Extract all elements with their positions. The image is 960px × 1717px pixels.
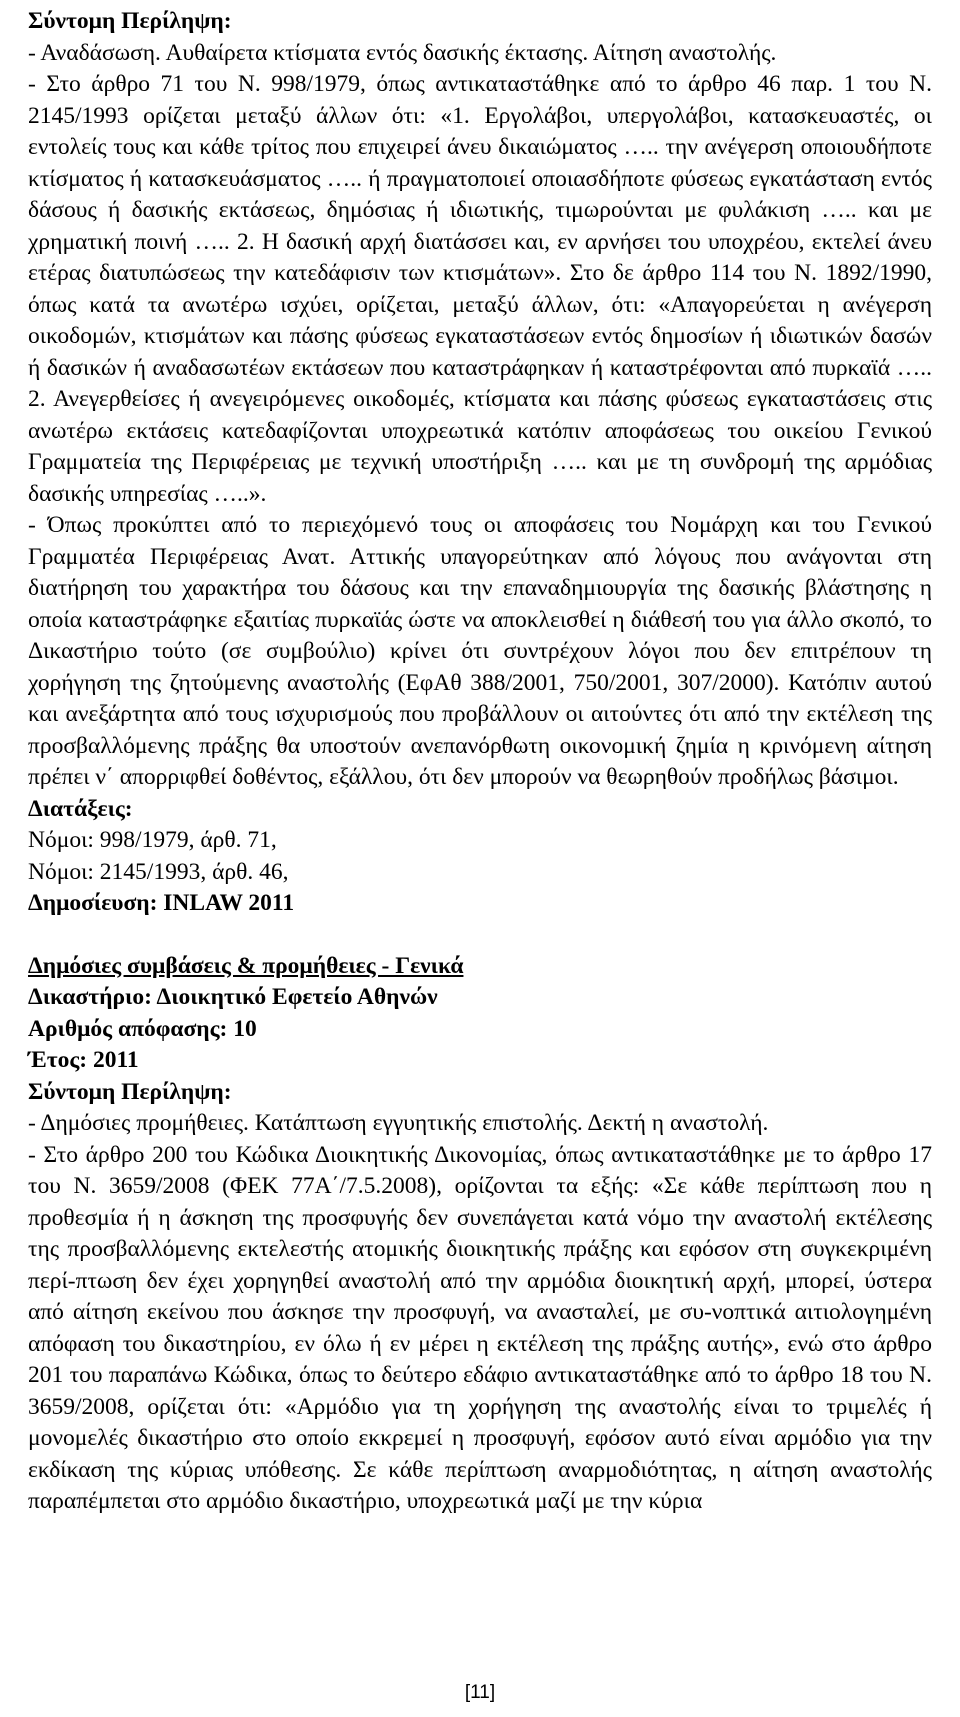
category-heading: Δημόσιες συμβάσεις & προμήθειες - Γενικά [28,952,464,979]
publication-line: Δημοσίευση: INLAW 2011 [28,890,295,916]
section-spacer [28,920,932,951]
decision-number: Αριθμός απόφασης: 10 [28,1015,257,1042]
summary-heading: Σύντομη Περίληψη: [28,8,232,34]
provision-item: Νόμοι: 998/1979, άρθ. 71, [28,827,277,853]
summary-heading: Σύντομη Περίληψη: [28,1078,232,1105]
summary-paragraph: - Στο άρθρο 200 του Κώδικα Διοικητικής Δικονομίας, όπως αντικαταστάθηκε με το άρθρο 17 του Ν. 3659/2008 (ΦΕΚ 77Α΄/7.5.2008), ορίζονται τα εξής: «Σε κάθε περίπτωση που η προθεσμία ή η άσκηση της προσφυγής δεν συνεπάγεται κατά νόμο την αναστολή εκτέλεσης της προσβαλλόμενης εκτελεστής ατομικής διοικητικής πράξης και εφόσον στη συγκεκριμένη περί-πτωση δεν έχει χορηγηθεί αναστολή από την αρμόδια διοικητική αρχή, μπορεί, ύστερα από αίτηση εκείνου που άσκησε την προσφυγή, να ανασταλεί, με συ-νοπτικά αιτιολογημένη απόφαση του δικαστηρίου, εν όλω ή εν μέρει η εκτέλεση της πράξης αυτής», ενώ στο άρθρο 201 του παραπάνω Κώδικα, όπως το δεύτερο εδάφιο αντικαταστάθηκε από το άρθρο 18 του Ν. 3659/2008, ορίζεται ότι: «Αρμόδιο για τη χορήγηση της αναστολής είναι το τριμελές ή μονομελές δικαστήριο στο οποίο εκκρεμεί η προσφυγή, εφόσον αυτό είναι αρμόδιο για την εκδίκαση της κύριας υπόθεσης. Σε κάθε περίπτωση αναρμοδιότητας, η αίτηση αναστολής παραπέμπεται στο αρμόδιο δικαστήριο, υποχρεωτικά μαζί με την κύρια [28,1141,932,1514]
summary-line: - Αναδάσωση. Αυθαίρετα κτίσματα εντός δασικής έκτασης. Αίτηση αναστολής. [28,39,777,66]
summary-paragraph: - Όπως προκύπτει από το περιεχόμενό τους οι αποφάσεις του Νομάρχη και του Γενικού Γραμματέα Περιφέρειας Ανατ. Αττικής υπαγορεύτηκαν από λόγους που ανάγονται στη διατήρηση του χαρακτήρα του δάσους και την επαναδημιουργία της δασικής βλάστησης η οποία καταστράφηκε εξαιτίας πυρκαϊάς ώστε να αποκλεισθεί η διάθεσή του για άλλο σκοπό, το Δικαστήριο τούτο (σε συμβούλιο) κρίνει ότι συντρέχουν λόγοι που δεν επιτρέπουν τη χορήγηση της ζητούμενης αναστολής (ΕφΑθ 388/2001, 750/2001, 307/2000). Κατόπιν αυτού και ανεξάρτητα από τους ισχυρισμούς που προβάλλουν οι αιτούντες ότι από την εκτέλεση της προσβαλλόμενης πράξης θα υποστούν ανεπανόρθωτη οικονομική ζημία η κρινόμενη αίτηση πρέπει ν΄ απορριφθεί δοθέντος, εξάλλου, ότι δεν μπορούν να θεωρηθούν προδήλως βάσιμοι. [28,512,932,790]
page-number: [11] [464,1682,496,1703]
provisions-heading: Διατάξεις: [28,795,133,822]
decision-year: Έτος: 2011 [28,1047,139,1073]
court-line: Δικαστήριο: Διοικητικό Εφετείο Αθηνών [28,984,438,1010]
document-page [28,6,932,1518]
provision-item: Νόμοι: 2145/1993, άρθ. 46, [28,858,289,885]
summary-line: - Δημόσιες προμήθειες. Κατάπτωση εγγυητικής επιστολής. Δεκτή η αναστολή. [28,1110,769,1136]
summary-paragraph: - Στο άρθρο 71 του Ν. 998/1979, όπως αντικαταστάθηκε από το άρθρο 46 παρ. 1 του Ν. 2145/1993 ορίζεται μεταξύ άλλων ότι: «1. Εργολάβοι, υπεργολάβοι, κατασκευαστές, οι εντολείς τους και κάθε τρίτος που επιχειρεί άνευ δικαιώματος ….. την ανέγερση οποιουδήποτε κτίσματος ή κατασκευάσματος ….. ή πραγματοποιεί οποιασδήποτε φύσεως εγκατάσταση εντός δάσους ή δασικής εκτάσεως, δημόσιας ή ιδιωτικής, τιμωρούνται με φυλάκιση ….. και με χρηματική ποινή ….. 2. Η δασική αρχή διατάσσει και, εν αρνήσει του υποχρέου, εκτελεί άνευ ετέρας διατυπώσεως την κατεδάφισιν των κτισμάτων». Στο δε άρθρο 114 του Ν. 1892/1990, όπως κατά τα ανωτέρω ισχύει, ορίζεται, μεταξύ άλλων, ότι: «Απαγορεύεται η ανέγερση οικοδομών, κτισμάτων και πάσης φύσεως εγκαταστάσεων εντός δημοσίων ή ιδιωτικών δασών ή δασικών ή αναδασωτέων εκτάσεων που καταστράφηκαν ή καταστρέφονται από πυρκαϊά ….. 2. Ανεγερθείσες ή ανεγειρόμενες οικοδομές, κτίσματα και πάσης φύσεως εγκαταστάσεις στις ανωτέρω εκτάσεις κατεδαφίζονται υποχρεωτικά κατόπιν αποφάσεως του οικείου Γενικού Γραμματεία της Περιφέρειας με τεχνική υποστήριξη ….. και με τη συνδρομή της αρμόδιας δασικής υπηρεσίας …..». [28,71,932,507]
